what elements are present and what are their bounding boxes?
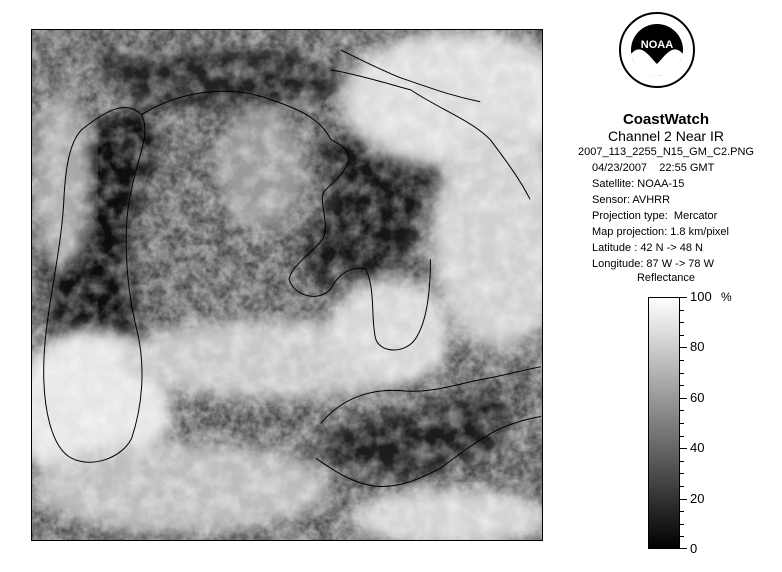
satellite-info: Satellite: NOAA-15 bbox=[592, 178, 685, 190]
colorbar-major-tick bbox=[680, 398, 687, 399]
colorbar-minor-tick bbox=[680, 335, 684, 336]
colorbar-ticks bbox=[680, 289, 740, 556]
colorbar-minor-tick bbox=[680, 373, 684, 374]
colorbar-major-tick bbox=[680, 297, 687, 298]
noaa-logo-text: NOAA bbox=[640, 39, 674, 51]
colorbar-minor-tick bbox=[680, 385, 684, 386]
colorbar-minor-tick bbox=[680, 310, 684, 311]
colorbar-minor-tick bbox=[680, 461, 684, 462]
satellite-image bbox=[31, 29, 543, 541]
channel-label: Channel 2 Near IR bbox=[608, 128, 724, 144]
colorbar-tick-label: 40 bbox=[690, 440, 705, 456]
colorbar-minor-tick bbox=[680, 511, 684, 512]
colorbar-major-tick bbox=[680, 347, 687, 348]
sensor-info: Sensor: AVHRR bbox=[592, 194, 671, 206]
colorbar-minor-tick bbox=[680, 486, 684, 487]
map-projection-info: Map projection: 1.8 km/pixel bbox=[592, 226, 729, 238]
product-title: CoastWatch bbox=[622, 111, 710, 128]
colorbar-minor-tick bbox=[680, 524, 684, 525]
colorbar-minor-tick bbox=[680, 473, 684, 474]
colorbar-tick-label: 80 bbox=[690, 339, 705, 355]
longitude-info: Longitude: 87 W -> 78 W bbox=[592, 258, 714, 270]
colorbar-major-tick bbox=[680, 548, 687, 549]
colorbar-major-tick bbox=[680, 448, 687, 449]
colorbar-tick-label: 0 bbox=[690, 541, 698, 556]
colorbar-tick-label: 20 bbox=[690, 490, 705, 506]
colorbar-tick-label: 100 bbox=[690, 289, 712, 304]
colorbar-tick-label: 60 bbox=[690, 389, 705, 405]
colorbar-minor-tick bbox=[680, 322, 684, 323]
colorbar-label: Reflectance bbox=[636, 272, 696, 284]
colorbar-minor-tick bbox=[680, 423, 684, 424]
colorbar-minor-tick bbox=[680, 436, 684, 437]
colorbar-major-tick bbox=[680, 499, 687, 500]
latitude-info: Latitude : 42 N -> 48 N bbox=[592, 242, 703, 254]
colorbar-minor-tick bbox=[680, 360, 684, 361]
projection-type-info: Projection type: Mercator bbox=[592, 210, 718, 222]
reflectance-colorbar bbox=[648, 297, 680, 549]
colorbar-unit: % bbox=[721, 290, 732, 304]
acquisition-datetime: 04/23/2007 22:55 GMT bbox=[592, 162, 715, 174]
file-name: 2007_113_2255_N15_GM_C2.PNG bbox=[578, 146, 754, 158]
colorbar-minor-tick bbox=[680, 536, 684, 537]
noaa-logo-icon bbox=[619, 12, 695, 88]
colorbar-minor-tick bbox=[680, 410, 684, 411]
